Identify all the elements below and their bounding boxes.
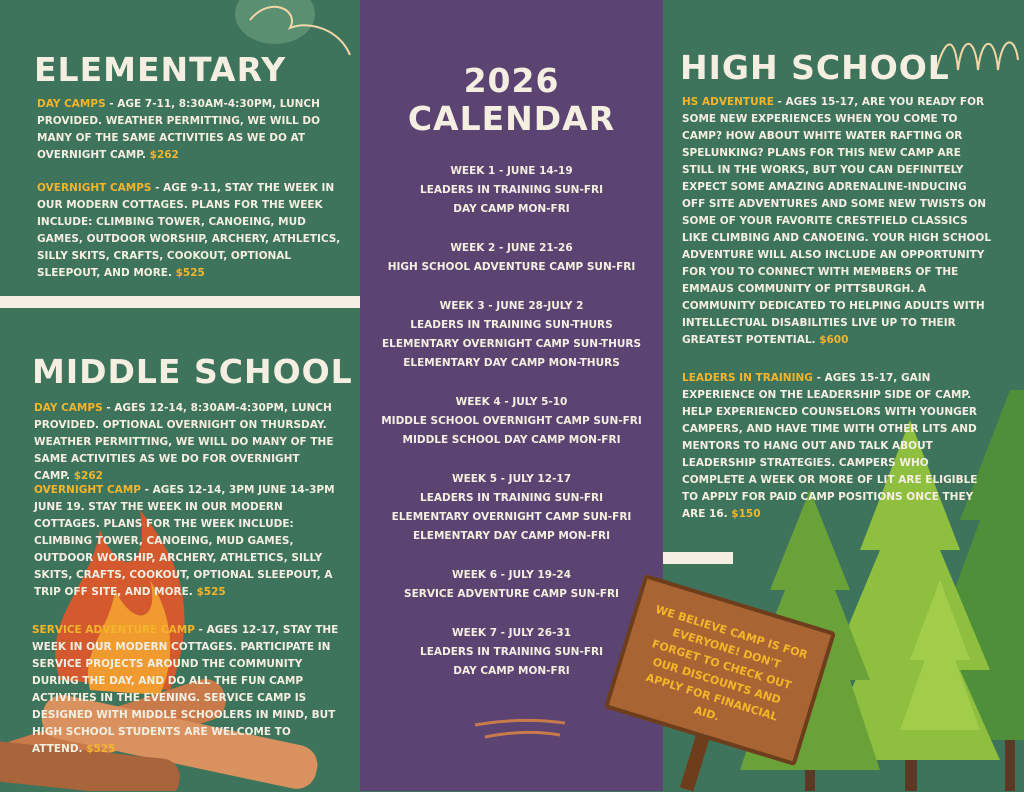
week-header: WEEK 4 - JULY 5-10 (455, 396, 568, 408)
overnight-camp-label: OVERNIGHT CAMP (34, 484, 141, 496)
leaders-in-training: LEADERS IN TRAINING - AGES 15-17, GAIN EXPERIENCE ON THE LEADERSHIP SIDE OF CAMP. HELP EXPERIENCED COUNSELORS WITH YOUNGER CAMPERS, AND HAVE TIME WITH OTHER LITS AND MENTORS TO HANG OUT AND TALK ABOUT LEADERSHIP STRATEGIES. CAMPERS WHO COMPLETE A WEEK OR MORE OF LIT ARE ELIGIBLE TO APPLY FOR PAID CAMP POSITIONS ONCE THEY ARE 16. $150 (682, 372, 978, 520)
calendar-title: CALENDAR (407, 99, 616, 138)
divider-stripe (0, 296, 360, 308)
calendar-year: 2026 (463, 61, 560, 100)
week-line: ELEMENTARY OVERNIGHT CAMP SUN-THURS (381, 338, 642, 350)
price-tag: $262 (73, 470, 103, 482)
week-line: MIDDLE SCHOOL OVERNIGHT CAMP SUN-FRI (381, 415, 642, 427)
price-tag: $150 (731, 508, 761, 520)
week-line: SERVICE ADVENTURE CAMP SUN-FRI (404, 588, 619, 600)
middle-school-title: MIDDLE SCHOOL (32, 352, 353, 391)
week-header: WEEK 7 - JULY 26-31 (451, 627, 572, 639)
middle-overnight-camp: OVERNIGHT CAMP - AGES 12-14, 3PM JUNE 14-3PM JUNE 19. STAY THE WEEK IN OUR MODERN COTTAGES. PLANS FOR THE WEEK INCLUDE: CLIMBING TOWER, CANOEING, MUD GAMES, OUTDOOR WORSHIP, ARCHERY, ATHLETICS, SILLY SKITS, CRAFTS, COOKOUT, OPTIONAL SLEEPOUT, A TRIP OFF SITE, AND MORE. $525 (34, 484, 335, 598)
week-line: LEADERS IN TRAINING SUN-FRI (420, 184, 603, 196)
middle-day-camps: DAY CAMPS - AGES 12-14, 8:30AM-4:30PM, LUNCH PROVIDED. OPTIONAL OVERNIGHT ON THURSDAY. WEATHER PERMITTING, WE WILL DO MANY OF THE SAME ACTIVITIES AS WE DO FOR OVERNIGHT CAMP. $262 (34, 402, 334, 482)
week-line: ELEMENTARY DAY CAMP MON-THURS (403, 357, 620, 369)
elementary-day-camps: DAY CAMPS - AGE 7-11, 8:30AM-4:30PM, LUNCH PROVIDED. WEATHER PERMITTING, WE WILL DO MANY OF THE SAME ACTIVITIES AS WE DO AT OVERNIGHT CAMP. $262 (37, 98, 321, 161)
service-camp-label: SERVICE ADVENTURE CAMP (32, 624, 195, 636)
week-header: WEEK 2 - JUNE 21-26 (450, 242, 573, 254)
week-header: WEEK 1 - JUNE 14-19 (450, 165, 573, 177)
week-header: WEEK 6 - JULY 19-24 (451, 569, 572, 581)
week-item (360, 239, 663, 277)
sign-text: WE BELIEVE CAMP IS FOR EVERYONE! DON'T FORGET TO CHECK OUT OUR DISCOUNTS AND APPLY FOR FINANCIAL AID. (644, 602, 810, 724)
week-item (360, 297, 663, 373)
elementary-overnight-camps: OVERNIGHT CAMPS - AGE 9-11, STAY THE WEEK IN OUR MODERN COTTAGES. PLANS FOR THE WEEK INCLUDE: CLIMBING TOWER, CANOEING, MUD GAMES, OUTDOOR WORSHIP, ARCHERY, ATHLETICS, SILLY SKITS, CRAFTS, COOKOUT, OPTIONAL SLEEPOUT, AND MORE. $525 (37, 182, 341, 279)
overnight-camps-label: OVERNIGHT CAMPS (37, 182, 152, 194)
high-school-title: HIGH SCHOOL (680, 48, 950, 87)
price-tag: $525 (196, 586, 226, 598)
right-divider-stripe (663, 552, 733, 564)
week-line: LEADERS IN TRAINING SUN-FRI (420, 492, 603, 504)
brush-stroke-decoration (470, 715, 570, 745)
week-item (360, 566, 663, 604)
elementary-title: ELEMENTARY (34, 50, 287, 89)
week-line: MIDDLE SCHOOL DAY CAMP MON-FRI (402, 434, 621, 446)
week-list (360, 162, 663, 681)
day-camps-label: DAY CAMPS (37, 98, 106, 110)
week-header: WEEK 3 - JUNE 28-JULY 2 (439, 300, 584, 312)
week-line: HIGH SCHOOL ADVENTURE CAMP SUN-FRI (387, 261, 636, 273)
hs-adventure-label: HS ADVENTURE (682, 96, 774, 108)
calendar-heading (360, 62, 663, 138)
price-tag: $525 (175, 267, 205, 279)
week-line: DAY CAMP MON-FRI (453, 203, 570, 215)
hs-adventure: HS ADVENTURE - AGES 15-17, ARE YOU READY FOR SOME NEW EXPERIENCES WHEN YOU COME TO CAMP? HOW ABOUT WHITE WATER RAFTING OR SPELUNKING? PLANS FOR THIS NEW CAMP ARE STILL IN THE WORKS, BUT YOU CAN DEFINITELY EXPECT SOME AMAZING ADRENALINE-INDUCING OFF SITE ADVENTURES AND SOME NEW TWISTS ON SOME OF YOUR FAVORITE CRESTFIELD CLASSICS LIKE CLIMBING AND CANOEING. YOUR HIGH SCHOOL ADVENTURE WILL ALSO INCLUDE AN OPPORTUNITY FOR YOU TO CONNECT WITH MEMBERS OF THE EMMAUS COMMUNITY OF PITTSBURGH. A COMMUNITY DEDICATED TO HELPING ADULTS WITH INTELLECTUAL DISABILITIES LIVE UP TO THEIR GREATEST POTENTIAL. $600 (682, 96, 992, 346)
week-line: LEADERS IN TRAINING SUN-FRI (420, 646, 603, 658)
service-adventure-camp: SERVICE ADVENTURE CAMP - AGES 12-17, STAY THE WEEK IN OUR MODERN COTTAGES. PARTICIPATE IN SERVICE PROJECTS AROUND THE COMMUNITY DURING THE DAY, AND DO ALL THE FUN CAMP ACTIVITIES IN THE EVENING. SERVICE CAMP IS DESIGNED WITH MIDDLE SCHOOLERS IN MIND, BUT HIGH SCHOOL STUDENTS ARE WELCOME TO ATTEND. $525 (32, 624, 339, 755)
week-line: LEADERS IN TRAINING SUN-THURS (410, 319, 613, 331)
price-tag: $262 (149, 149, 179, 161)
week-item (360, 162, 663, 219)
week-line: ELEMENTARY OVERNIGHT CAMP SUN-FRI (391, 511, 632, 523)
week-item (360, 470, 663, 546)
lit-label: LEADERS IN TRAINING (682, 372, 813, 384)
week-item (360, 393, 663, 450)
week-header: WEEK 5 - JULY 12-17 (451, 473, 572, 485)
week-line: DAY CAMP MON-FRI (453, 665, 570, 677)
price-tag: $525 (86, 743, 116, 755)
day-camps-label: DAY CAMPS (34, 402, 103, 414)
price-tag: $600 (819, 334, 849, 346)
week-line: ELEMENTARY DAY CAMP MON-FRI (412, 530, 611, 542)
